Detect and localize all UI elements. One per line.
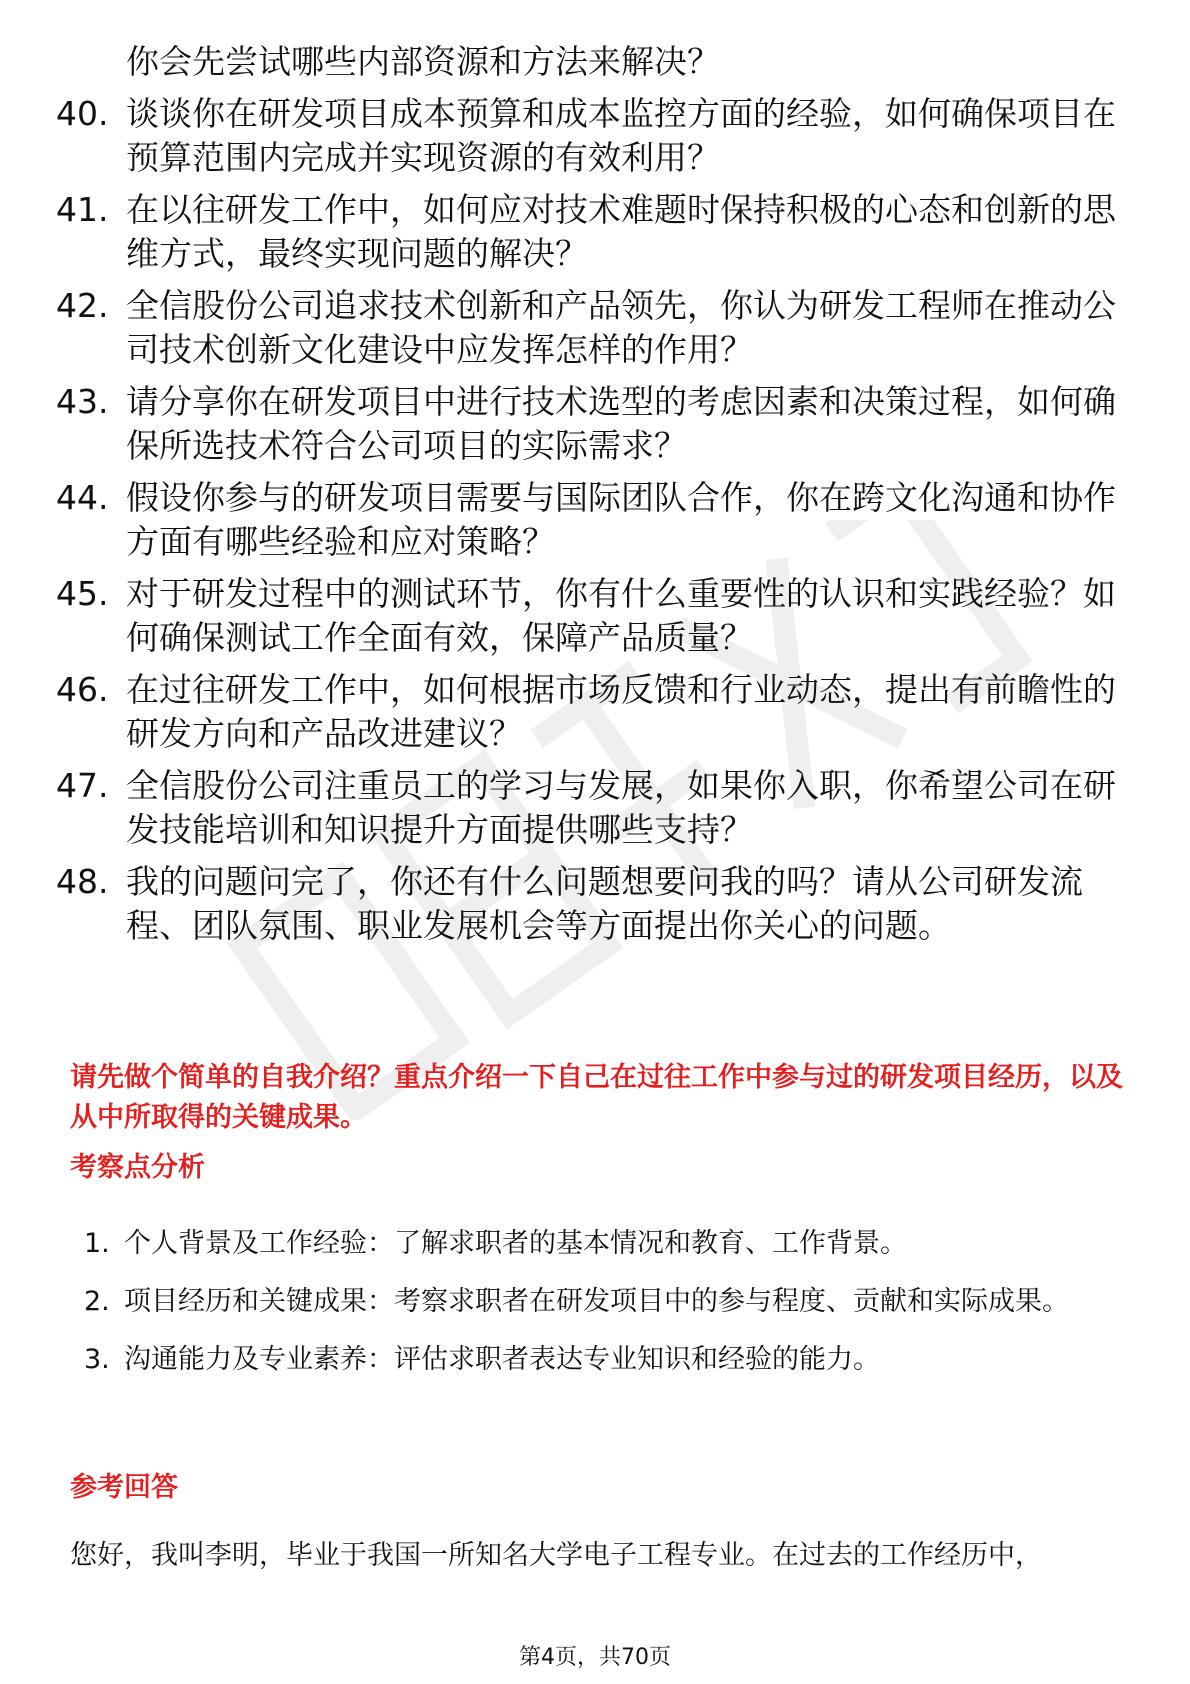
question-text: 在以往研发工作中，如何应对技术难题时保持积极的心态和创新的思维方式，最终实现问题的解决？ <box>126 190 1116 273</box>
question-text: 全信股份公司注重员工的学习与发展，如果你入职，你希望公司在研发技能培训和知识提升方面提供哪些支持？ <box>126 766 1116 849</box>
question-text: 假设你参与的研发项目需要与国际团队合作，你在跨文化沟通和协作方面有哪些经验和应对策略？ <box>126 478 1116 561</box>
question-number: 44. <box>56 478 109 517</box>
question-number: 41. <box>56 190 109 229</box>
analysis-text: 项目经历和关键成果：考察求职者在研发项目中的参与程度、贡献和实际成果。 <box>124 1286 1069 1317</box>
question-text: 对于研发过程中的测试环节，你有什么重要性的认识和实践经验？如何确保测试工作全面有效，保障产品质量？ <box>126 574 1116 657</box>
analysis-text: 沟通能力及专业素养：评估求职者表达专业知识和经验的能力。 <box>124 1344 880 1375</box>
question-item-44 <box>56 476 1136 564</box>
question-item-46 <box>56 668 1136 756</box>
analysis-text: 个人背景及工作经验：了解求职者的基本情况和教育、工作背景。 <box>124 1228 907 1259</box>
question-item-41 <box>56 188 1136 276</box>
analysis-list <box>84 1215 1124 1389</box>
question-number: 42. <box>56 286 109 325</box>
question-text: 在过往研发工作中，如何根据市场反馈和行业动态，提出有前瞻性的研发方向和产品改进建议？ <box>126 670 1116 753</box>
question-number: 43. <box>56 382 109 421</box>
analysis-number: 2. <box>84 1286 110 1317</box>
question-item-40 <box>56 92 1136 180</box>
analysis-title: 考察点分析 <box>70 1152 205 1183</box>
question-text: 谈谈你在研发项目成本预算和成本监控方面的经验，如何确保项目在预算范围内完成并实现资源的有效利用？ <box>126 94 1116 177</box>
question-continuation: 你会先尝试哪些内部资源和方法来解决？ <box>126 42 720 81</box>
question-number: 46. <box>56 670 109 709</box>
reference-title: 参考回答 <box>70 1472 178 1503</box>
featured-question: 请先做个简单的自我介绍？重点介绍一下自己在过往工作中参与过的研发项目经历，以及从中所取得的关键成果。 <box>70 1062 1123 1133</box>
analysis-item <box>84 1215 1124 1273</box>
question-text: 我的问题问完了，你还有什么问题想要问我的吗？请从公司研发流程、团队氛围、职业发展机会等方面提出你关心的问题。 <box>126 862 1083 945</box>
question-list <box>56 40 1136 956</box>
question-item-42 <box>56 284 1136 372</box>
question-item-47 <box>56 764 1136 852</box>
analysis-number: 3. <box>84 1344 110 1375</box>
question-item-45 <box>56 572 1136 660</box>
question-text: 请分享你在研发项目中进行技术选型的考虑因素和决策过程，如何确保所选技术符合公司项目的实际需求？ <box>126 382 1116 465</box>
analysis-item <box>84 1331 1124 1389</box>
question-item-43 <box>56 380 1136 468</box>
question-number: 45. <box>56 574 109 613</box>
question-text: 全信股份公司追求技术创新和产品领先，你认为研发工程师在推动公司技术创新文化建设中应发挥怎样的作用？ <box>126 286 1116 369</box>
question-number: 47. <box>56 766 109 805</box>
analysis-number: 1. <box>84 1228 110 1259</box>
page-footer: 第4页，共70页 <box>519 1645 671 1670</box>
question-number: 40. <box>56 94 109 133</box>
analysis-item <box>84 1273 1124 1331</box>
question-number: 48. <box>56 862 109 901</box>
question-item-48 <box>56 860 1136 948</box>
reference-answer-text: 您好，我叫李明，毕业于我国一所知名大学电子工程专业。在过去的工作经历中， <box>70 1540 1042 1571</box>
